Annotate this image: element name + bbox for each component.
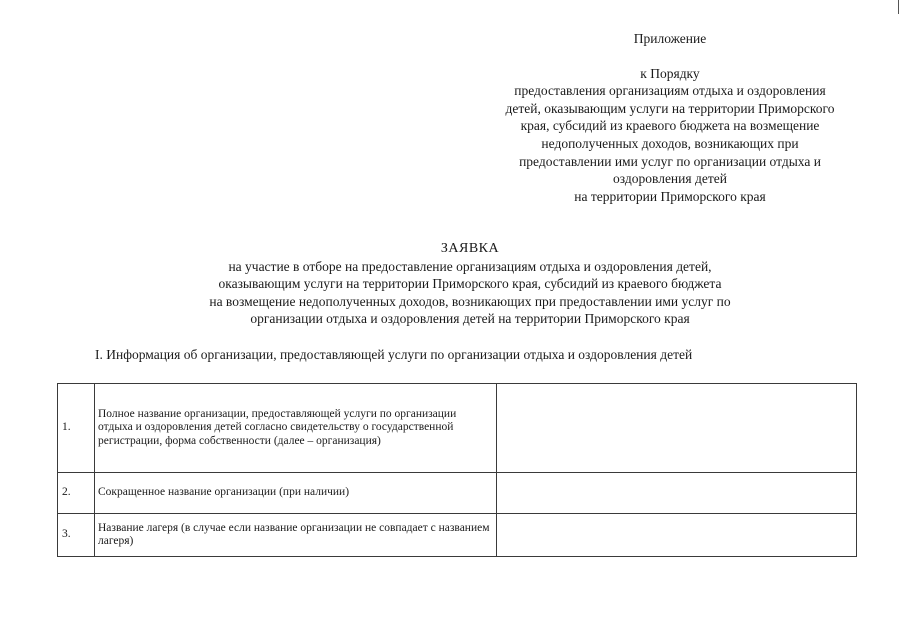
row-number: 3.: [58, 514, 95, 557]
appendix-title: Приложение: [633, 31, 707, 46]
document-title: ЗАЯВКА: [440, 241, 500, 256]
appendix-line: недополученных доходов, возникающих при: [541, 135, 799, 151]
organization-info-table: [57, 383, 857, 557]
table-row: [58, 514, 857, 557]
appendix-line: предоставлении ими услуг по организации отдыха и: [519, 153, 821, 169]
document-subtitle-line: на возмещение недополученных доходов, возникающих при предоставлении ими услуг по: [209, 293, 731, 309]
appendix-line: на территории Приморского края: [574, 188, 766, 204]
row-number: 1.: [58, 384, 95, 473]
section-title: I. Информация об организации, предоставляющей услуги по организации отдыха и оздоровления детей: [95, 347, 693, 362]
row-label: Название лагеря (в случае если название организации не совпадает с названием лагеря): [95, 514, 497, 557]
appendix-line: края, субсидий из краевого бюджета на возмещение: [520, 118, 820, 134]
row-value-field[interactable]: [497, 473, 857, 514]
table-row: [58, 384, 857, 473]
table-row: [58, 473, 857, 514]
row-value-field[interactable]: [497, 514, 857, 557]
scan-mark: [898, 0, 899, 14]
document-subtitle-line: организации отдыха и оздоровления детей на территории Приморского края: [250, 311, 690, 327]
row-label: Сокращенное название организации (при наличии): [95, 473, 497, 514]
document-heading: [120, 240, 820, 328]
appendix-line: детей, оказывающим услуги на территории Приморского: [505, 100, 835, 116]
row-label: Полное название организации, предоставляющей услуги по организации отдыха и оздоровления детей согласно свидетельству о государственной регистрации, форма собственности (далее – организация): [95, 384, 497, 473]
document-subtitle-line: на участие в отборе на предоставление организациям отдыха и оздоровления детей,: [228, 258, 712, 274]
appendix-line: предоставления организациям отдыха и оздоровления: [514, 83, 826, 99]
document-subtitle-line: оказывающим услуги на территории Приморского края, субсидий из краевого бюджета: [218, 276, 722, 292]
appendix-line: к Порядку: [640, 65, 700, 81]
appendix-block: [478, 30, 862, 205]
appendix-line: оздоровления детей: [613, 171, 727, 187]
row-number: 2.: [58, 473, 95, 514]
row-value-field[interactable]: [497, 384, 857, 473]
